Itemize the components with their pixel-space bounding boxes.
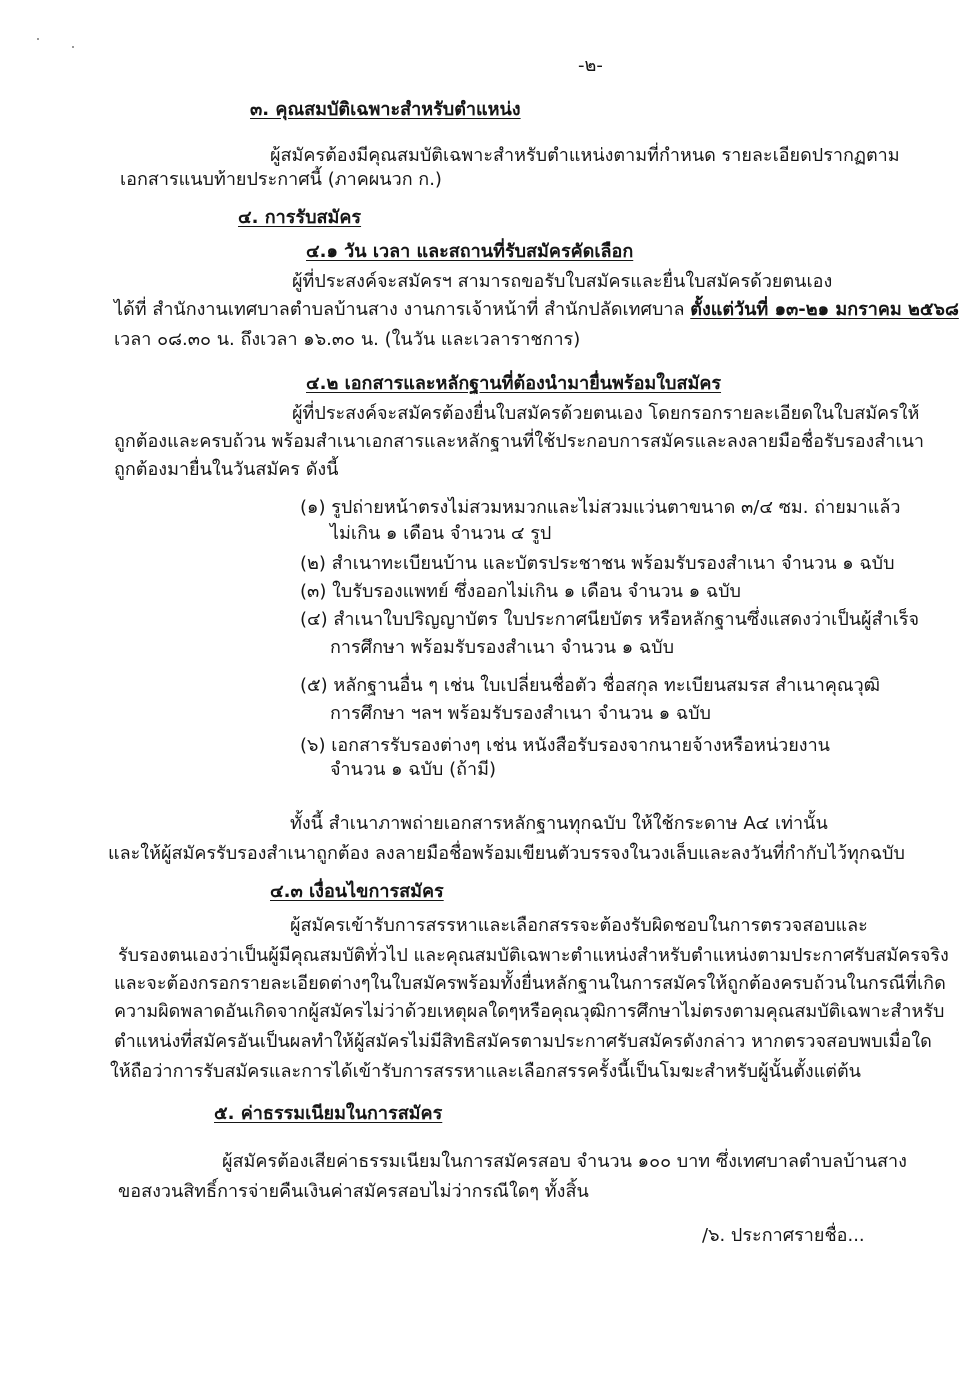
- section-4-1-line-3: เวลา ๐๘.๓๐ น. ถึงเวลา ๑๖.๓๐ น. (ในวัน และเวลาราชการ): [114, 329, 581, 350]
- conditions-line: ผู้สมัครเข้ารับการสรรหาและเลือกสรรจะต้องรับผิดชอบในการตรวจสอบและ: [290, 915, 868, 936]
- document-list-item: (๒) สำเนาทะเบียนบ้าน และบัตรประชาชน พร้อมรับรองสำเนา จำนวน ๑ ฉบับ: [300, 553, 895, 574]
- copy-requirement-note-line-2: และให้ผู้สมัครรับรองสำเนาถูกต้อง ลงลายมือชื่อพร้อมเขียนตัวบรรจงในวงเล็บและลงวันที่กำกับไว้ทุกฉบับ: [108, 843, 905, 864]
- page-number: -๒-: [578, 55, 603, 76]
- document-list-item-continuation: การศึกษา พร้อมรับรองสำเนา จำนวน ๑ ฉบับ: [330, 637, 674, 658]
- scan-speck: [72, 46, 74, 48]
- section-4-3-heading: ๔.๓ เงื่อนไขการสมัคร: [270, 881, 444, 902]
- conditions-line: รับรองตนเองว่าเป็นผู้มีคุณสมบัติทั่วไป และคุณสมบัติเฉพาะตำแหน่งสำหรับตำแหน่งตามประกาศรับสมัครจริง: [118, 945, 949, 966]
- section-4-2-heading: ๔.๒ เอกสารและหลักฐานที่ต้องนำมายื่นพร้อมใบสมัคร: [306, 373, 722, 394]
- fee-line-2: ขอสงวนสิทธิ์การจ่ายคืนเงินค่าสมัครสอบไม่ว่ากรณีใดๆ ทั้งสิ้น: [118, 1181, 589, 1202]
- conditions-line: ความผิดพลาดอันเกิดจากผู้สมัครไม่ว่าด้วยเหตุผลใดๆหรือคุณวุฒิการศึกษาไม่ตรงตามคุณสมบัติเฉพาะสำหรับ: [114, 1001, 945, 1022]
- section-4-1-heading: ๔.๑ วัน เวลา และสถานที่รับสมัครคัดเลือก: [306, 241, 634, 262]
- section-4-heading: ๔. การรับสมัคร: [238, 207, 362, 228]
- conditions-line: ให้ถือว่าการรับสมัครและการได้เข้ารับการสรรหาและเลือกสรรครั้งนี้เป็นโมฆะสำหรับผู้นั้นตั้งแต่ต้น: [110, 1061, 861, 1082]
- document-list-item-continuation: จำนวน ๑ ฉบับ (ถ้ามี): [330, 759, 496, 780]
- document-list-item-continuation: ไม่เกิน ๑ เดือน จำนวน ๔ รูป: [330, 523, 552, 544]
- section-4-1-line-1: ผู้ที่ประสงค์จะสมัครฯ สามารถขอรับใบสมัครและยื่นใบสมัครด้วยตนเอง: [292, 271, 833, 292]
- document-list-item: (๕) หลักฐานอื่น ๆ เช่น ใบเปลี่ยนชื่อตัว ชื่อสกุล ทะเบียนสมรส สำเนาคุณวุฒิ: [300, 675, 880, 696]
- document-list-item: (๓) ใบรับรองแพทย์ ซึ่งออกไม่เกิน ๑ เดือน จำนวน ๑ ฉบับ: [300, 581, 741, 602]
- continuation-note: /๖. ประกาศรายชื่อ...: [702, 1225, 865, 1246]
- conditions-line: ตำแหน่งที่สมัครอันเป็นผลทำให้ผู้สมัครไม่มีสิทธิสมัครตามประกาศรับสมัครดังกล่าว หากตรวจสอบพบเมื่อใด: [114, 1031, 932, 1052]
- section-3-paragraph-line-1: ผู้สมัครต้องมีคุณสมบัติเฉพาะสำหรับตำแหน่งตามที่กำหนด รายละเอียดปรากฏตาม: [270, 145, 900, 166]
- scan-speck: [37, 38, 39, 40]
- section-5-heading: ๕. ค่าธรรมเนียมในการสมัคร: [214, 1103, 443, 1124]
- section-4-2-line-1: ผู้ที่ประสงค์จะสมัครต้องยื่นใบสมัครด้วยตนเอง โดยกรอกรายละเอียดในใบสมัครให้: [292, 403, 920, 424]
- section-3-paragraph-line-2: เอกสารแนบท้ายประกาศนี้ (ภาคผนวก ก.): [120, 169, 442, 190]
- document-list-item-continuation: การศึกษา ฯลฯ พร้อมรับรองสำเนา จำนวน ๑ ฉบับ: [330, 703, 711, 724]
- document-list-item: (๑) รูปถ่ายหน้าตรงไม่สวมหมวกและไม่สวมแว่นตาขนาด ๓/๔ ซม. ถ่ายมาแล้ว: [300, 497, 901, 518]
- application-dates: ตั้งแต่วันที่ ๑๓-๒๑ มกราคม ๒๕๖๘: [690, 299, 959, 320]
- section-3-heading: ๓. คุณสมบัติเฉพาะสำหรับตำแหน่ง: [250, 99, 521, 120]
- section-4-2-line-3: ถูกต้องมายื่นในวันสมัคร ดังนี้: [114, 459, 339, 480]
- document-list-item: (๔) สำเนาใบปริญญาบัตร ใบประกาศนียบัตร หรือหลักฐานซึ่งแสดงว่าเป็นผู้สำเร็จ: [300, 609, 920, 630]
- section-4-1-line-2: [114, 298, 959, 322]
- document-list-item: (๖) เอกสารรับรองต่างๆ เช่น หนังสือรับรองจากนายจ้างหรือหน่วยงาน: [300, 735, 830, 756]
- section-4-2-line-2: ถูกต้องและครบถ้วน พร้อมสำเนาเอกสารและหลักฐานที่ใช้ประกอบการสมัครและลงลายมือชื่อรับรองสำเนา: [114, 431, 925, 452]
- fee-line-1: ผู้สมัครต้องเสียค่าธรรมเนียมในการสมัครสอบ จำนวน ๑๐๐ บาท ซึ่งเทศบาลตำบลบ้านสาง: [222, 1151, 907, 1172]
- copy-requirement-note-line-1: ทั้งนี้ สำเนาภาพถ่ายเอกสารหลักฐานทุกฉบับ ให้ใช้กระดาษ A๔ เท่านั้น: [290, 813, 828, 834]
- office-location: ได้ที่ สำนักงานเทศบาลตำบลบ้านสาง งานการเจ้าหน้าที่ สำนักปลัดเทศบาล: [114, 299, 691, 320]
- conditions-line: และจะต้องกรอกรายละเอียดต่างๆในใบสมัครพร้อมทั้งยื่นหลักฐานในการสมัครให้ถูกต้องครบถ้วนในกรณีที่เกิด: [114, 973, 946, 994]
